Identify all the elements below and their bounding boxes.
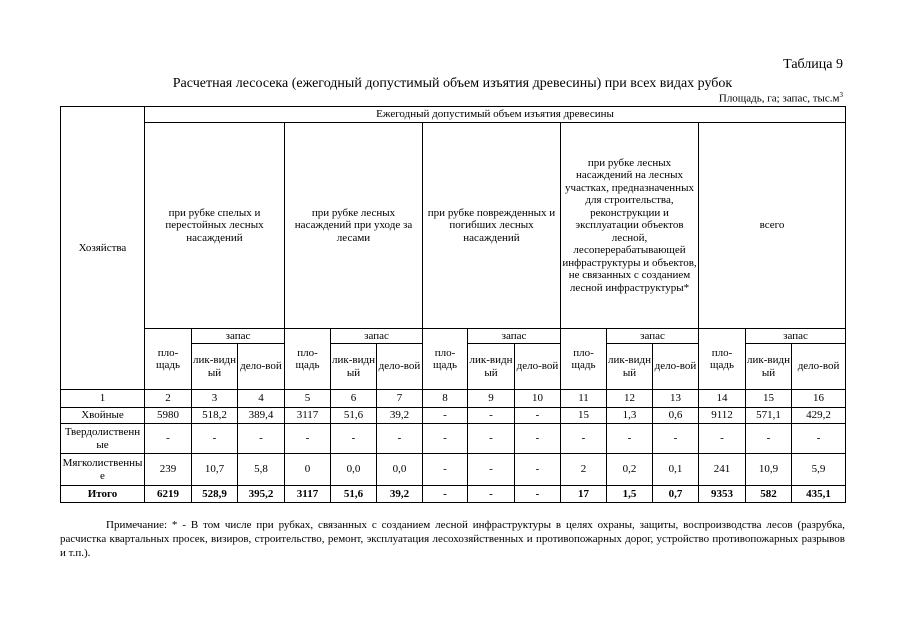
table-row-hardwood xyxy=(61,424,846,454)
column-number: 9 xyxy=(468,390,515,408)
table-cell: 15 xyxy=(561,408,607,424)
header-area: пло-щадь xyxy=(423,329,468,390)
table-cell: 10,9 xyxy=(746,454,792,486)
header-area: пло-щадь xyxy=(145,329,192,390)
header-annual-volume: Ежегодный допустимый объем изъятия древесины xyxy=(145,107,846,123)
header-liquid: лик-видн ый xyxy=(607,344,653,390)
table-cell: - xyxy=(607,424,653,454)
table-cell: - xyxy=(331,424,377,454)
table-cell: - xyxy=(653,424,699,454)
table-cell: 0 xyxy=(285,454,331,486)
header-area: пло-щадь xyxy=(285,329,331,390)
header-group-damaged: при рубке поврежденных и погибших лесных насаждений xyxy=(423,123,561,329)
table-cell: - xyxy=(468,424,515,454)
table-cell: 9353 xyxy=(699,486,746,503)
table-cell: - xyxy=(192,424,238,454)
table-cell: 1,3 xyxy=(607,408,653,424)
header-commercial: дело-вой xyxy=(377,344,423,390)
table-cell: 0,1 xyxy=(653,454,699,486)
header-commercial: дело-вой xyxy=(792,344,846,390)
table-row-coniferous xyxy=(61,408,846,424)
table-cell: 17 xyxy=(561,486,607,503)
table-cell: 3117 xyxy=(285,408,331,424)
header-area: пло-щадь xyxy=(561,329,607,390)
table-cell: - xyxy=(515,454,561,486)
column-number: 4 xyxy=(238,390,285,408)
header-group-infrastructure: при рубке лесных насаждений на лесных участках, предназначенных для строительства, реконструкции и эксплуатации объектов лесной, лесоперерабатывающей инфраструктуры и объектов, не связанных с созданием лесной инфраструктуры* xyxy=(561,123,699,329)
column-number-row xyxy=(61,390,846,408)
table-row-softwood xyxy=(61,454,846,486)
table-cell: 0,0 xyxy=(377,454,423,486)
header-group-thinning: при рубке лесных насаждений при уходе за лесами xyxy=(285,123,423,329)
header-stock: запас xyxy=(607,329,699,344)
column-number: 6 xyxy=(331,390,377,408)
table-cell: 10,7 xyxy=(192,454,238,486)
header-area: пло-щадь xyxy=(699,329,746,390)
table-cell: 239 xyxy=(145,454,192,486)
table-cell: 571,1 xyxy=(746,408,792,424)
table-cell: 5,8 xyxy=(238,454,285,486)
table-cell: - xyxy=(699,424,746,454)
table-cell: - xyxy=(515,424,561,454)
table-cell: 518,2 xyxy=(192,408,238,424)
header-commercial: дело-вой xyxy=(653,344,699,390)
column-number: 11 xyxy=(561,390,607,408)
column-number: 12 xyxy=(607,390,653,408)
table-cell: - xyxy=(792,424,846,454)
column-number: 3 xyxy=(192,390,238,408)
header-stock: запас xyxy=(331,329,423,344)
table-cell: 2 xyxy=(561,454,607,486)
table-cell: 395,2 xyxy=(238,486,285,503)
column-number: 16 xyxy=(792,390,846,408)
table-cell: - xyxy=(515,486,561,503)
table-cell: 241 xyxy=(699,454,746,486)
header-stock: запас xyxy=(746,329,846,344)
table-cell: 9112 xyxy=(699,408,746,424)
header-farms: Хозяйства xyxy=(61,107,145,390)
table-cell: - xyxy=(377,424,423,454)
header-group-total: всего xyxy=(699,123,846,329)
table-cell: - xyxy=(423,486,468,503)
column-number: 13 xyxy=(653,390,699,408)
table-cell: 582 xyxy=(746,486,792,503)
table-cell: 3117 xyxy=(285,486,331,503)
table-cell: - xyxy=(468,408,515,424)
row-name: Итого xyxy=(61,486,145,503)
table-cell: 429,2 xyxy=(792,408,846,424)
column-number: 2 xyxy=(145,390,192,408)
units-label: Площадь, га; запас, $тыс.м^3$ xyxy=(718,91,843,105)
table-cell: - xyxy=(423,408,468,424)
table-cell: 389,4 xyxy=(238,408,285,424)
header-liquid: лик-видн ый xyxy=(468,344,515,390)
row-name: Мягколиственные xyxy=(61,454,145,486)
table-cell: - xyxy=(468,486,515,503)
table-cell: 1,5 xyxy=(607,486,653,503)
column-number: 8 xyxy=(423,390,468,408)
table-note: Примечание: * - В том числе при рубках, связанных с созданием лесной инфраструктуры в целях охраны, защиты, воспроизводства лесов (разрубка, расчистка квартальных просек, визиров, строительство, ремонт, эксплуатация лесохозяйственных и противопожарных дорог, устройство противопожарных разрывов и т.п.). xyxy=(60,519,845,559)
column-number: 7 xyxy=(377,390,423,408)
header-stock: запас xyxy=(468,329,561,344)
table-cell: 0,7 xyxy=(653,486,699,503)
table-cell: 0,0 xyxy=(331,454,377,486)
column-number: 10 xyxy=(515,390,561,408)
header-stock: запас xyxy=(192,329,285,344)
header-commercial: дело-вой xyxy=(515,344,561,390)
column-number: 15 xyxy=(746,390,792,408)
table-cell: 0,6 xyxy=(653,408,699,424)
table-cell: 39,2 xyxy=(377,486,423,503)
table-row-total xyxy=(61,486,846,503)
table-cell: 528,9 xyxy=(192,486,238,503)
table-title: Расчетная лесосека (ежегодный допустимый объем изъятия древесины) при всех видах рубок xyxy=(172,76,733,91)
table-cell: 0,2 xyxy=(607,454,653,486)
table-cell: 5980 xyxy=(145,408,192,424)
row-name: Твердолиственные xyxy=(61,424,145,454)
column-number: 5 xyxy=(285,390,331,408)
header-liquid: лик-видн ый xyxy=(746,344,792,390)
table-cell: - xyxy=(285,424,331,454)
table-cell: 39,2 xyxy=(377,408,423,424)
table-cell: - xyxy=(423,424,468,454)
table-cell: - xyxy=(561,424,607,454)
forest-cutting-table xyxy=(60,106,846,503)
table-cell: - xyxy=(515,408,561,424)
header-liquid: лик-видн ый xyxy=(192,344,238,390)
header-group-mature: при рубке спелых и перестойных лесных насаждений xyxy=(145,123,285,329)
column-number: 14 xyxy=(699,390,746,408)
header-liquid: лик-видн ый xyxy=(331,344,377,390)
table-cell: 51,6 xyxy=(331,408,377,424)
table-cell: - xyxy=(468,454,515,486)
table-cell: 435,1 xyxy=(792,486,846,503)
table-cell: 6219 xyxy=(145,486,192,503)
table-number: Таблица 9 xyxy=(783,57,843,72)
table-cell: 51,6 xyxy=(331,486,377,503)
table-cell: - xyxy=(145,424,192,454)
table-cell: - xyxy=(238,424,285,454)
table-cell: 5,9 xyxy=(792,454,846,486)
header-commercial: дело-вой xyxy=(238,344,285,390)
column-number: 1 xyxy=(61,390,145,408)
table-cell: - xyxy=(423,454,468,486)
table-cell: - xyxy=(746,424,792,454)
row-name: Хвойные xyxy=(61,408,145,424)
